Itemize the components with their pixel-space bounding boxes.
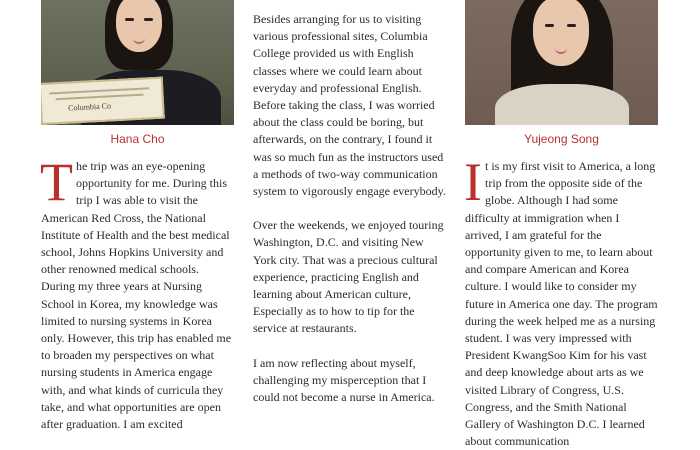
hana-cho-photo bbox=[41, 0, 234, 125]
yujeong-song-name: Yujeong Song bbox=[524, 132, 599, 146]
paragraph-english-classes: Besides arranging for us to visiting various professional sites, Columbia College provided us with English classes where we could learn about everyday and professional English. Before taking the class, I was worried about the class could be boring, but afterwards, on the contrary, I found it was so much fun as the instructors used a methods of two-way communication system to vigorously engage everybody. bbox=[253, 12, 446, 199]
paragraph-weekends: Over the weekends, we enjoyed touring Washington, D.C. and visiting New York city. That was a precious cultural experience, practicing English and learning about American culture, Especially as to how to tip for the service at restaurants. bbox=[253, 218, 444, 336]
dropcap-letter: T bbox=[40, 152, 73, 212]
yujeong-song-photo bbox=[465, 0, 658, 125]
profile-column-yujeong bbox=[464, 0, 658, 449]
hana-cho-name: Hana Cho bbox=[110, 132, 165, 146]
paragraph-reflection: I am now reflecting about myself, challenging my misperception that I could not become a nurse in America. bbox=[253, 355, 435, 405]
certificate-prop: Columbia Co bbox=[41, 77, 165, 125]
testimonial-text: t is my first visit to America, a long trip from the opposite side of the globe. Although I had some difficulty at immigration when I arrived, I am grateful for the opportunity given to me, to learn about and compare American and Korea culture. I would like to consider my future in America one day. The program during the week helped me as a nursing student. I was very impressed with President KwangSoo Kim for his vast and deep knowledge about arts as we visited Library of Congress, U.S. Congress, and the Smith National Gallery of Washington D.C. I learned about communication bbox=[465, 159, 658, 449]
hana-cho-testimonial bbox=[40, 152, 234, 433]
dropcap-letter: I bbox=[464, 152, 482, 212]
testimonial-text: he trip was an eye-opening opportunity for me. During this trip I was able to visit the American Red Cross, the National Institute of Health and the best medical school, Johns Hopkins University and other renowned medical schools. During my three years at Nursing School in Korea, my knowledge was limited to nursing systems in Korea only. However, this trip has enabled me to broaden my perspectives on what nursing students in America engage with, and what kinds of curricula they take, and what opportunities are open after graduation. I am excited bbox=[41, 159, 232, 432]
profile-column-hana bbox=[40, 0, 234, 432]
yujeong-song-testimonial bbox=[464, 152, 658, 450]
